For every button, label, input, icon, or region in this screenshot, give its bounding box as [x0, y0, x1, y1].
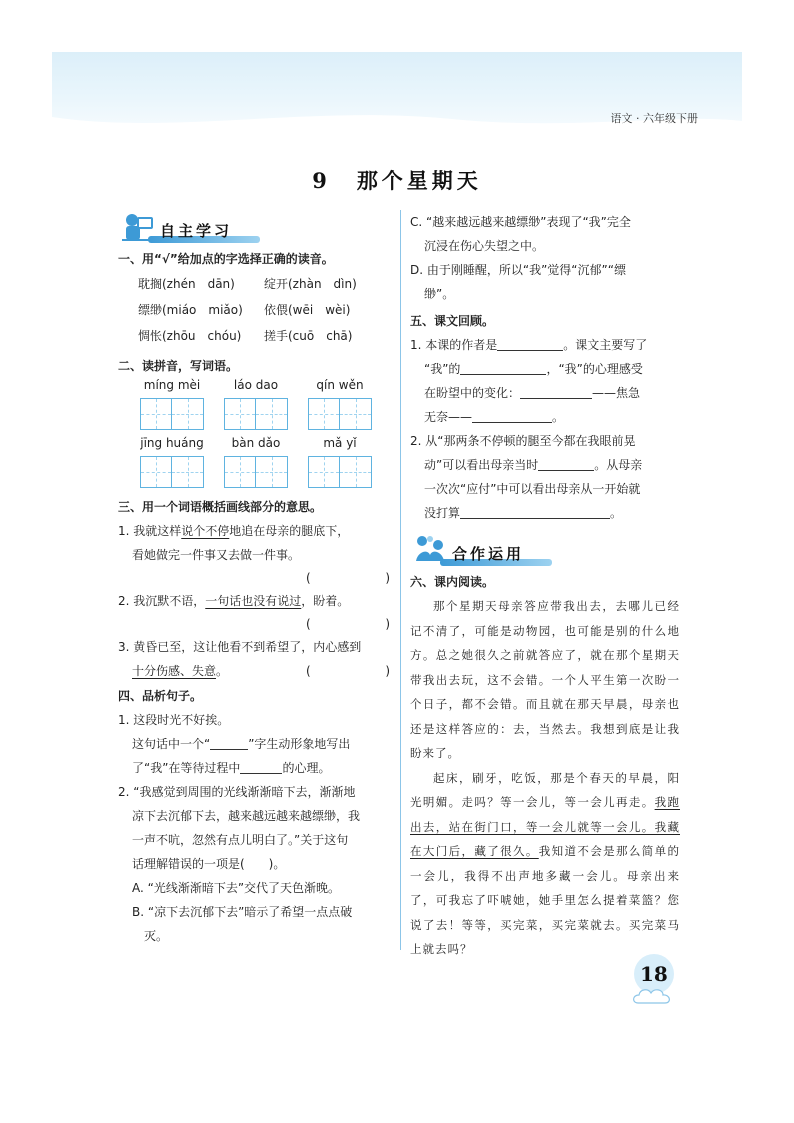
q3-item-1 — [118, 519, 390, 543]
q1-option[interactable]: 搓手(cuō chā) — [264, 329, 353, 343]
word-grid — [308, 436, 372, 488]
paren-close: ) — [385, 571, 390, 585]
q3-text: ，盼着。 — [301, 594, 350, 608]
pinyin-label: bàn dǎo — [231, 436, 281, 450]
option-a[interactable]: A. “光线渐渐暗下去”交代了天色渐晚。 — [132, 881, 341, 895]
writing-cell[interactable] — [308, 398, 340, 430]
q4-heading: 四、品析句子。 — [118, 689, 203, 703]
q5-text: 。 — [610, 506, 623, 520]
underlined-phrase: 十分伤感、失意 — [132, 664, 217, 678]
option-c-cont: 沉浸在伤心失望之中。 — [424, 239, 545, 253]
q3-text: 地追在母亲的腿底下， — [229, 524, 350, 538]
q4-item-1-line2 — [118, 732, 390, 756]
q1-option[interactable]: 缥缈(miáo miǎo) — [138, 303, 243, 317]
cloud-icon — [630, 985, 680, 1007]
q2-heading: 二、读拼音，写词语。 — [118, 359, 239, 373]
q4-item-2: 2. “我感觉到周围的光线渐渐暗下去，渐渐地 — [118, 785, 356, 799]
underlined-passage: 我跑出去，站在街门口，等一会儿就等一会儿。我藏在大门后，藏了很久。 — [410, 795, 680, 858]
q1-option[interactable]: 依偎(wēi wèi) — [264, 303, 351, 317]
writing-cell[interactable] — [340, 456, 372, 488]
writing-cell[interactable] — [256, 398, 288, 430]
q2-grid-row-2 — [140, 436, 390, 488]
q3-text: 。 — [216, 664, 229, 678]
section-banner-zizhu — [118, 210, 390, 244]
pinyin-label: qín wěn — [316, 378, 364, 392]
writing-cell[interactable] — [172, 398, 204, 430]
writing-cell[interactable] — [140, 456, 172, 488]
answer-blank[interactable] — [472, 408, 552, 423]
q5-text: 。课文主要写了 — [563, 338, 648, 352]
answer-paren[interactable] — [118, 567, 390, 589]
q5-item-2-line4 — [410, 501, 680, 525]
answer-blank[interactable] — [460, 360, 546, 375]
column-divider — [400, 210, 401, 950]
q2-grid-row-1 — [140, 378, 390, 430]
paren-close: ) — [385, 617, 390, 631]
q4-text: 这句话中一个“ — [132, 737, 211, 751]
underlined-phrase: 一句话也没有说过 — [205, 594, 302, 608]
option-b-cont: 灭。 — [144, 929, 169, 943]
word-grid — [308, 378, 372, 430]
q4-item-1: 1. 这段时光不好挨。 — [118, 713, 230, 727]
option-d[interactable]: D. 由于刚睡醒，所以“我”觉得“沉郁”“缥 — [410, 263, 626, 277]
writing-cell[interactable] — [140, 398, 172, 430]
lesson-number: 9 — [312, 168, 331, 193]
q5-text: 动”可以看出母亲当时 — [424, 458, 539, 472]
writing-cell[interactable] — [256, 456, 288, 488]
passage-text: 起床，刷牙，吃饭，那是个春天的早晨，阳光明媚。走吗？等一会儿，等一会儿再走。 — [410, 770, 680, 809]
section-label: 自主学习 — [160, 222, 233, 240]
q3-item-2 — [118, 589, 390, 613]
q5-text: 1. 本课的作者是 — [410, 338, 498, 352]
writing-cell[interactable] — [224, 456, 256, 488]
left-column — [118, 210, 390, 948]
pinyin-label: míng mèi — [143, 378, 201, 392]
passage-text: 我知道不会是那么简单的一会儿，我得不出声地多藏一会儿。母亲出来了，可我忘了吓唬她，她手里怎么提着菜篮？您说了去！等等，买完菜，买完菜就去。买完菜马上就去吗？ — [410, 844, 680, 956]
q5-item-1 — [410, 333, 680, 357]
q1-row-3 — [118, 323, 390, 349]
pinyin-label: mǎ yǐ — [323, 436, 357, 450]
answer-blank[interactable] — [240, 759, 282, 774]
q5-text: 没打算 — [424, 506, 461, 520]
word-grid — [140, 378, 204, 430]
writing-cell[interactable] — [224, 398, 256, 430]
word-grid — [224, 436, 288, 488]
q1-option[interactable]: 耽搁(zhén dān) — [138, 277, 235, 291]
q1-heading: 一、用“√”给加点的字选择正确的读音。 — [118, 252, 334, 266]
q5-item-1-line2 — [410, 357, 680, 381]
passage-paragraph-1: 那个星期天母亲答应带我出去，去哪儿已经记不清了，可能是动物园，也可能是别的什么地方。总之她很久之前就答应了，就在那个星期天带我出去玩，这不会错。一个人平生第一次盼一个日子，都不会错。而且就在那天早晨，母亲也还是这样答应的：去，当然去。我想到底是让我盼来了。 — [410, 599, 680, 760]
q4-text: ”字生动形象地写出 — [248, 737, 351, 751]
q4-item-2-line: 一声不吭，忽然有点儿明白了。”关于这句 — [132, 833, 349, 847]
q4-item-1-line3 — [118, 756, 390, 780]
q3-item-1-line2: 看她做完一件事又去做一件事。 — [132, 548, 301, 562]
q5-heading: 五、课文回顾。 — [410, 314, 495, 328]
answer-blank[interactable] — [538, 456, 594, 471]
q5-text: 在盼望中的变化： — [424, 386, 521, 400]
section-banner-hezuo — [410, 533, 680, 567]
option-d-cont: 缈”。 — [424, 287, 455, 301]
page-number: 18 — [640, 962, 668, 986]
q4-item-2-line: 话理解错误的一项是( )。 — [132, 857, 286, 871]
q5-item-1-line4 — [410, 405, 680, 429]
answer-blank[interactable] — [497, 336, 563, 351]
writing-cell[interactable] — [172, 456, 204, 488]
q4-item-2-line: 凉下去沉郁下去，越来越远越来越缥缈，我 — [132, 809, 361, 823]
q3-text: 1. 我就这样 — [118, 524, 182, 538]
answer-paren[interactable] — [306, 659, 390, 683]
section-label: 合作运用 — [452, 545, 525, 563]
pinyin-label: jīng huáng — [140, 436, 204, 450]
q5-text: “我”的 — [424, 362, 461, 376]
word-grid — [224, 378, 288, 430]
writing-cell[interactable] — [340, 398, 372, 430]
answer-blank[interactable] — [520, 384, 592, 399]
reading-passage — [410, 594, 680, 962]
q5-text: ——焦急 — [592, 386, 641, 400]
q3-item-3-line2 — [118, 659, 390, 683]
answer-paren[interactable] — [118, 613, 390, 635]
q5-text: ，“我”的心理感受 — [546, 362, 643, 376]
paren-open: ( — [306, 571, 311, 585]
q4-text: 了“我”在等待过程中 — [132, 761, 241, 775]
q5-text: 。 — [552, 410, 565, 424]
q1-option[interactable]: 惆怅(zhōu chóu) — [138, 329, 242, 343]
q3-item-3: 3. 黄昏已至，这让他看不到希望了，内心感到 — [118, 640, 362, 654]
lesson-title: 那个星期天 — [356, 168, 482, 193]
option-b[interactable]: B. “凉下去沉郁下去”暗示了希望一点点破 — [132, 905, 353, 919]
underlined-phrase: 说个不停 — [181, 524, 230, 538]
q4-text: 的心理。 — [282, 761, 331, 775]
q1-row-2 — [118, 297, 390, 323]
q3-heading: 三、用一个词语概括画线部分的意思。 — [118, 500, 323, 514]
paren-open: ( — [306, 617, 311, 631]
answer-blank[interactable] — [210, 735, 248, 750]
q5-text: 。从母亲 — [594, 458, 643, 472]
passage-paragraph-2 — [410, 766, 680, 962]
right-column — [410, 210, 680, 962]
q5-item-2: 2. 从“那两条不停顿的腿至今都在我眼前晃 — [410, 434, 636, 448]
q5-item-2-line2 — [410, 453, 680, 477]
word-grid — [140, 436, 204, 488]
q1-row-1 — [118, 271, 390, 297]
q5-text: 无奈—— — [424, 410, 473, 424]
subject-label: 语文 · 六年级下册 — [610, 112, 698, 125]
q5-item-1-line3 — [410, 381, 680, 405]
paren-open: ( — [306, 664, 311, 678]
answer-blank[interactable] — [460, 504, 610, 519]
paren-close: ) — [385, 664, 390, 678]
page-title — [0, 165, 794, 195]
pinyin-label: láo dao — [233, 378, 279, 392]
q6-heading: 六、课内阅读。 — [410, 575, 495, 589]
q3-text: 2. 我沉默不语， — [118, 594, 206, 608]
q1-option[interactable]: 绽开(zhàn dìn) — [264, 277, 357, 291]
writing-cell[interactable] — [308, 456, 340, 488]
option-c[interactable]: C. “越来越远越来越缥缈”表现了“我”完全 — [410, 215, 631, 229]
q5-item-2-line3: 一次次“应付”中可以看出母亲从一开始就 — [424, 482, 641, 496]
